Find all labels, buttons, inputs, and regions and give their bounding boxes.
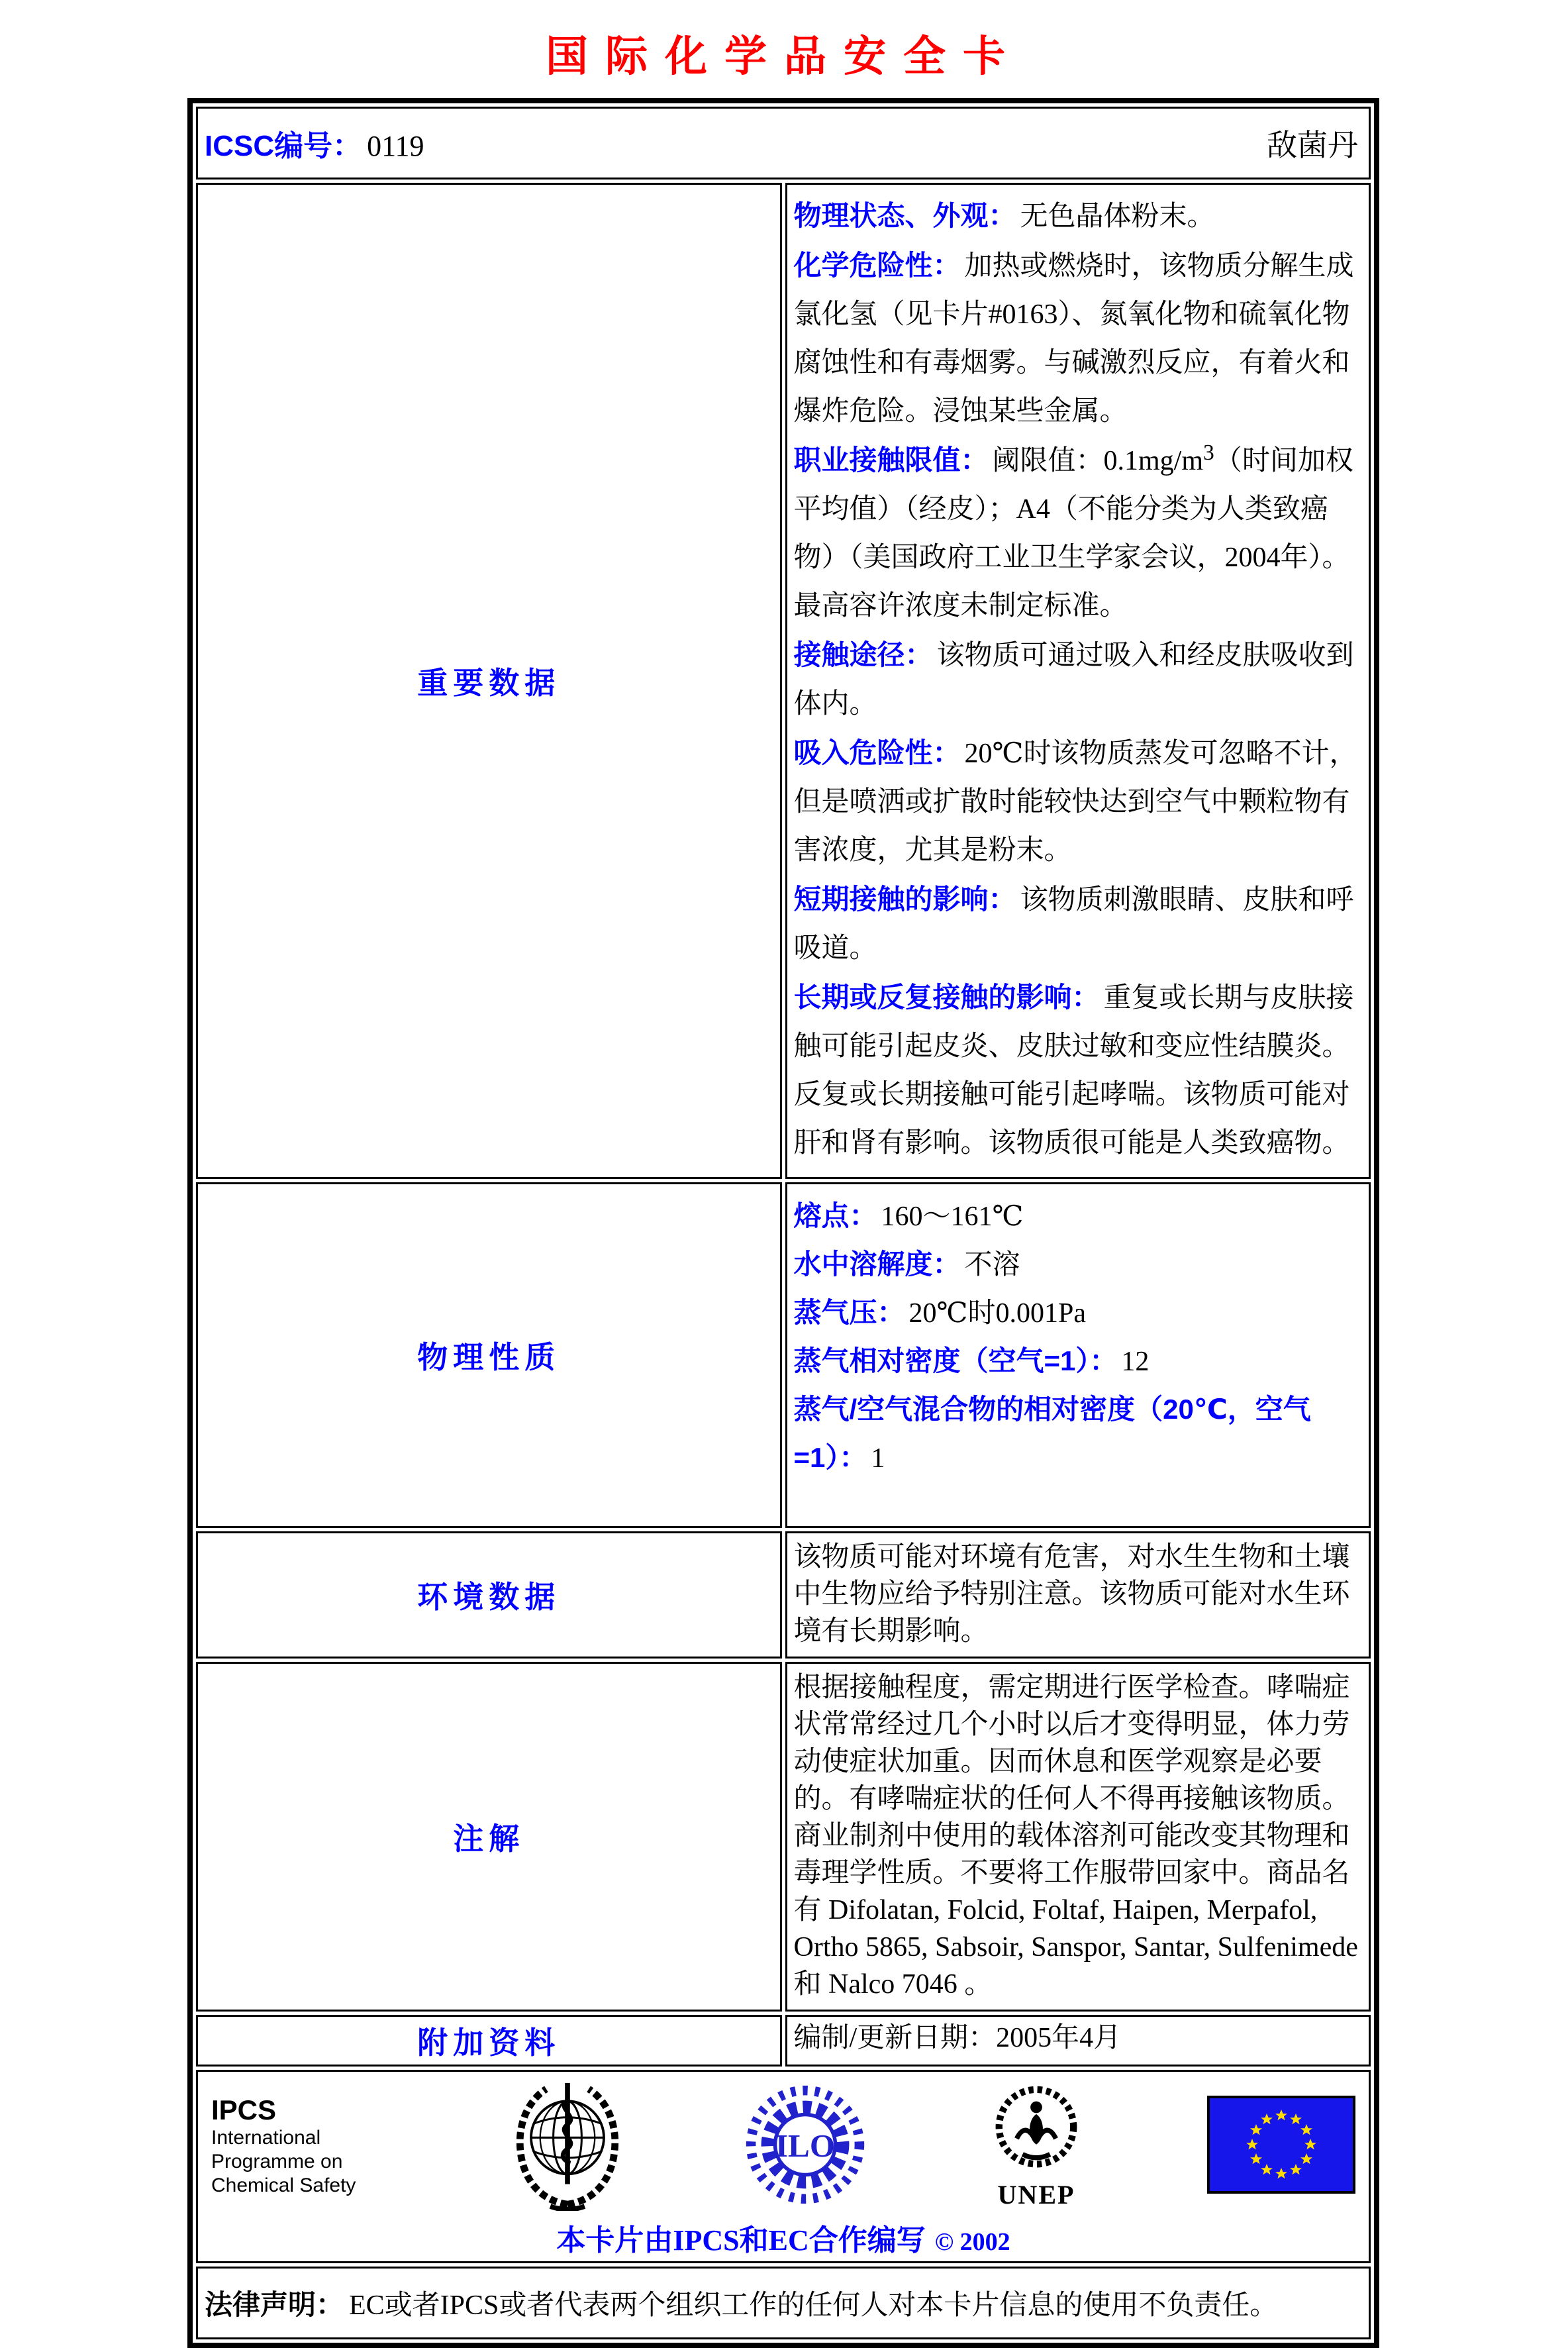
- legal-notice-row: [196, 2267, 1371, 2339]
- section-label-physical-properties: 物理性质: [196, 1182, 782, 1528]
- field-value: [909, 1298, 1086, 1329]
- field-label: 蒸气/空气混合物的相对密度（20℃，空气=1）：: [793, 1394, 1311, 1473]
- ilo-emblem-icon: [745, 2084, 865, 2208]
- field-text: （时间加权平均值）（经皮）；A4（不能分类为人类致癌物）（美国政府工业卫生学家会议，2004年）。最高容许浓度未制定标准。: [793, 446, 1353, 621]
- field-text: 阈限值：0.1mg/m: [992, 446, 1204, 476]
- field-label: 化学危险性：: [793, 250, 961, 281]
- environmental-data-content: 该物质可能对环境有危害，对水生生物和土壤中生物应给予特别注意。该物质可能对水生环境有长期影响。: [785, 1531, 1371, 1659]
- section-label-important-data: 重要数据: [196, 183, 782, 1179]
- field-label: 蒸气压：: [793, 1297, 905, 1328]
- section-label-environmental-data: 环境数据: [196, 1531, 782, 1659]
- icsc-number: 0119: [367, 130, 424, 162]
- ipcs-line-1: International: [211, 2127, 321, 2149]
- copyright-text: © 2002: [934, 2228, 1010, 2256]
- data-entry: [794, 241, 1363, 436]
- superscript-text: 3: [1203, 440, 1214, 465]
- section-label-notes: 注解: [196, 1662, 782, 2012]
- field-text: 20℃时该物质蒸发可忽略不计，但是喷洒或扩散时能较快达到空气中颗粒物有害浓度，尤其是粉末。: [793, 739, 1357, 866]
- field-text: 该物质可通过吸入和经皮肤吸收到体内。: [793, 640, 1354, 719]
- ipcs-line-3: Chemical Safety: [211, 2174, 356, 2196]
- logos-row: [196, 2070, 1371, 2263]
- icsc-table: [187, 98, 1379, 2348]
- data-entry: [794, 1241, 1363, 1289]
- physical-properties-content: [785, 1182, 1371, 1528]
- substance-name: 敌菌丹: [1267, 128, 1358, 162]
- data-entry: [794, 631, 1363, 729]
- data-entry: [794, 436, 1363, 631]
- important-data-content: [785, 183, 1371, 1179]
- field-value: [1121, 1347, 1149, 1377]
- who-emblem-icon: [512, 2078, 623, 2214]
- field-text: 20℃时0.001Pa: [908, 1298, 1086, 1329]
- icsc-number-group: [205, 122, 424, 164]
- additional-info-content: 编制/更新日期：2005年4月: [785, 2015, 1371, 2067]
- field-label: 短期接触的影响：: [793, 884, 1016, 915]
- data-entry: [794, 729, 1363, 875]
- field-value: [965, 1250, 1020, 1280]
- page-title: 国际化学品安全卡: [546, 33, 1022, 80]
- ipcs-line-2: Programme on: [211, 2151, 343, 2172]
- field-text: 不溶: [964, 1250, 1020, 1280]
- field-text: 该物质刺激眼睛、皮肤和呼吸道。: [793, 885, 1354, 964]
- field-text: 1: [871, 1443, 885, 1474]
- field-label: 蒸气相对密度（空气=1）：: [793, 1345, 1118, 1376]
- data-entry: [794, 1289, 1363, 1337]
- field-value: [881, 1201, 1024, 1232]
- field-text: 重复或长期与皮肤接触可能引起皮炎、皮肤过敏和变应性结膜炎。反复或长期接触可能引起哮喘。该物质可能对肝和肾有影响。该物质很可能是人类致癌物。: [793, 983, 1354, 1158]
- notes-content: 根据接触程度，需定期进行医学检查。哮喘症状常常经过几个小时以后才变得明显，体力劳动使症状加重。因而休息和医学观察是必要的。有哮喘症状的任何人不得再接触该物质。商业制剂中使用的载体溶剂可能改变其物理和毒理学性质。不要将工作服带回家中。商品名有 Difolatan, Folcid, Foltaf, Haipen, Merpafol, Ortho 5865, Sabsoir, Sanspor, Santar, Sulfenimede 和 Nalco 7046 。: [785, 1662, 1371, 2012]
- cooperation-caption-text: 本卡片由IPCS和EC合作编写: [556, 2224, 926, 2257]
- legal-notice-text: EC或者IPCS或者代表两个组织工作的任何人对本卡片信息的使用不负责任。: [349, 2290, 1278, 2321]
- field-text: 无色晶体粉末。: [1020, 201, 1215, 232]
- ipcs-acronym: IPCS: [211, 2094, 277, 2125]
- field-label: 水中溶解度：: [793, 1249, 961, 1280]
- field-text: 160～161℃: [881, 1201, 1024, 1232]
- field-label: 吸入危险性：: [793, 737, 961, 768]
- data-entry: [794, 973, 1363, 1168]
- data-entry: [794, 191, 1363, 241]
- data-entry: [794, 1192, 1363, 1241]
- field-label: 长期或反复接触的影响：: [793, 982, 1100, 1013]
- data-entry: [794, 875, 1363, 973]
- field-label: 熔点：: [793, 1200, 877, 1231]
- unep-block: [987, 2082, 1085, 2210]
- card-header-row: [196, 107, 1371, 179]
- field-text: 加热或燃烧时，该物质分解生成氯化氢（见卡片#0163）、氮氧化物和硫氧化物腐蚀性和有毒烟雾。与碱激烈反应，有着火和爆炸危险。浸蚀某些金属。: [793, 251, 1354, 427]
- field-text: 12: [1121, 1347, 1150, 1377]
- field-value: [1020, 201, 1215, 232]
- legal-notice-label: 法律声明：: [205, 2289, 344, 2320]
- field-label: 物理状态、外观：: [793, 200, 1016, 231]
- data-entry: [794, 1337, 1363, 1386]
- cooperation-caption: [211, 2216, 1355, 2259]
- svg-text:ILO: ILO: [775, 2127, 836, 2164]
- eu-flag-icon: [1207, 2096, 1355, 2197]
- field-value: [871, 1443, 885, 1474]
- data-entry: [794, 1386, 1363, 1482]
- section-label-additional-info: 附加资料: [196, 2015, 782, 2067]
- ipcs-text-block: [211, 2094, 390, 2198]
- unep-label: UNEP: [997, 2180, 1075, 2210]
- field-label: 接触途径：: [793, 639, 933, 670]
- icsc-number-label: ICSC编号：: [205, 130, 362, 162]
- field-label: 职业接触限值：: [793, 444, 989, 476]
